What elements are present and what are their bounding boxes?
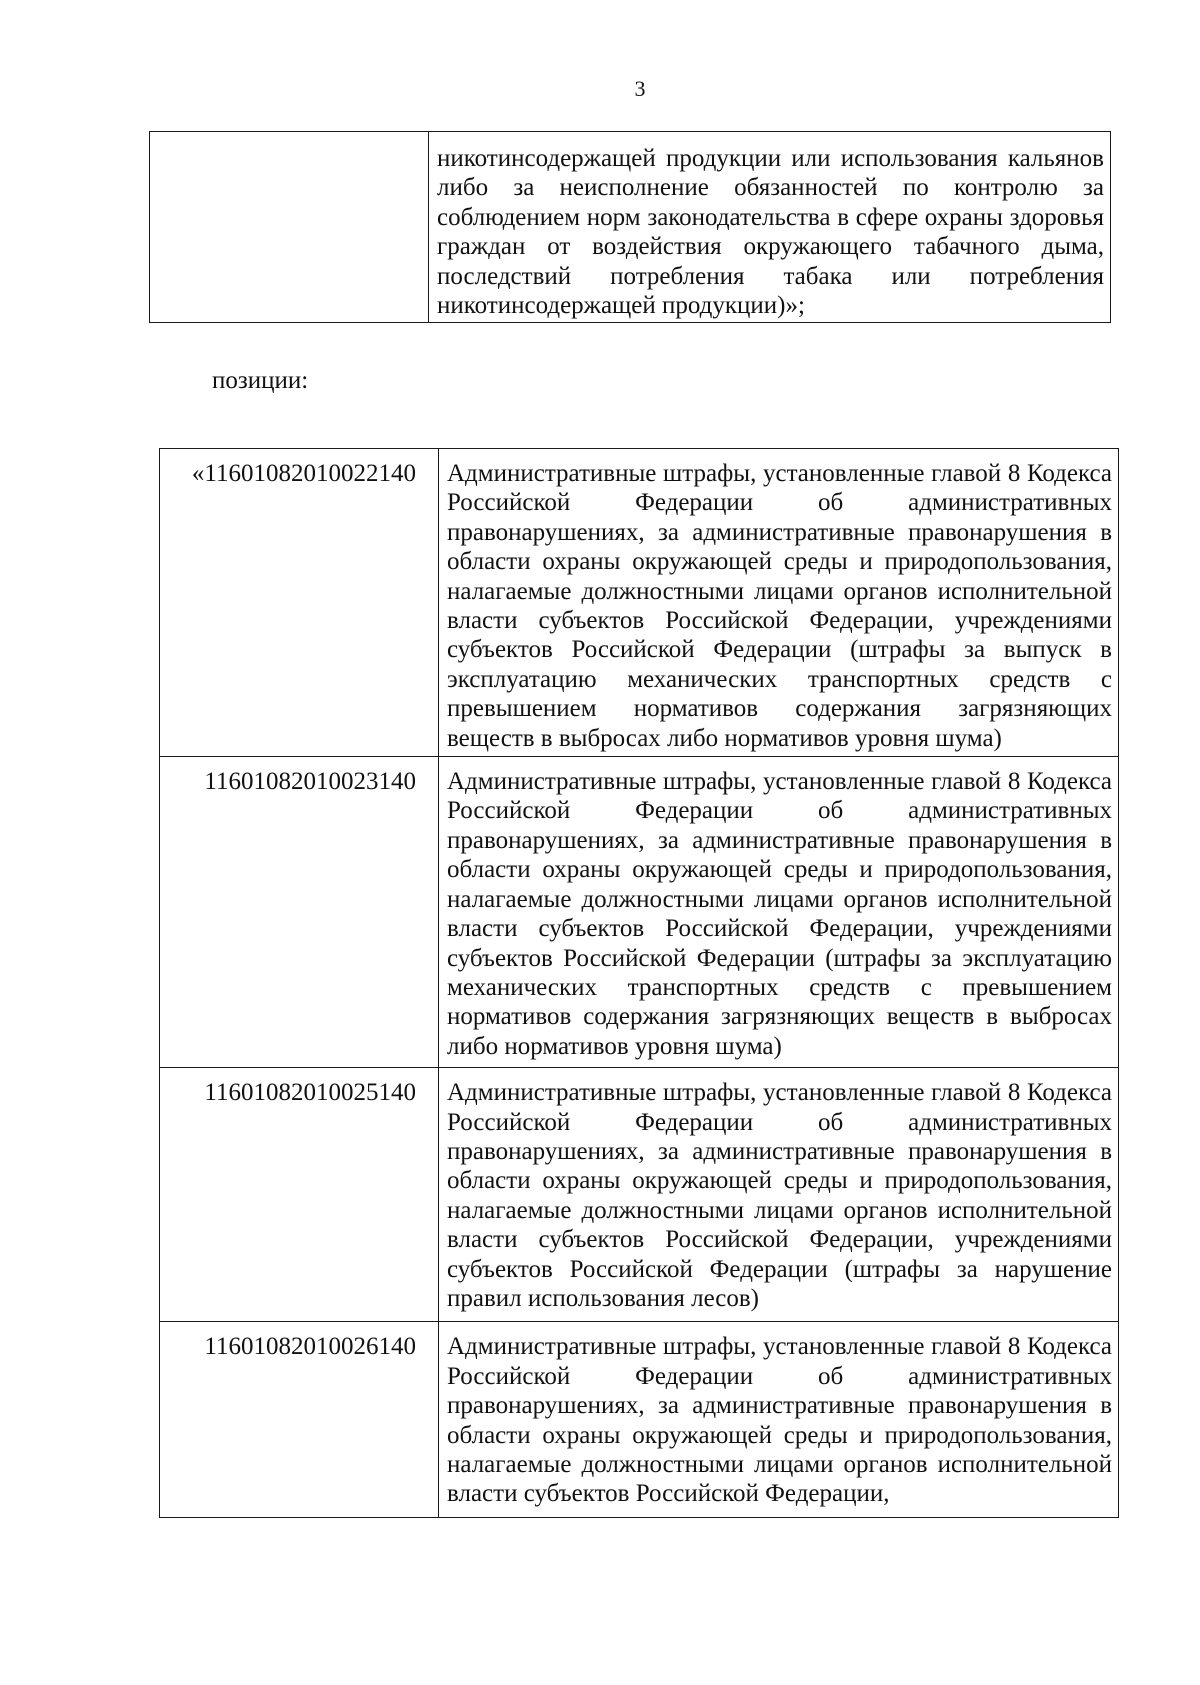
intro-text: позиции:: [212, 367, 309, 394]
description-cell: Административные штрафы, установленные главой 8 Кодекса Российской Федерации об административных правонарушениях, за административные правонарушения в области охраны окружающей среды и природопользования, налагаемые должностными лицами органов исполнительной власти субъектов Российской Федерации, учреждениями субъектов Российской Федерации (штрафы за эксплуатацию механических транспортных средств с превышением нормативов содержания загрязняющих веществ в выбросах либо нормативов уровня шума): [439, 757, 1119, 1068]
code-cell: «11601082010022140: [160, 449, 439, 757]
table-row: [160, 757, 1119, 1068]
table-row: [160, 1322, 1119, 1517]
code-cell-empty: [150, 132, 429, 323]
table-row: [160, 449, 1119, 757]
code-cell: 11601082010025140: [160, 1068, 439, 1322]
positions-table: [159, 448, 1119, 1518]
continuation-table: [149, 131, 1111, 323]
table-row: [150, 132, 1111, 323]
description-cell: Административные штрафы, установленные главой 8 Кодекса Российской Федерации об административных правонарушениях, за административные правонарушения в области охраны окружающей среды и природопользования, налагаемые должностными лицами органов исполнительной власти субъектов Российской Федерации,: [439, 1322, 1119, 1517]
page-number: 3: [634, 76, 646, 101]
description-cell: Административные штрафы, установленные главой 8 Кодекса Российской Федерации об административных правонарушениях, за административные правонарушения в области охраны окружающей среды и природопользования, налагаемые должностными лицами органов исполнительной власти субъектов Российской Федерации, учреждениями субъектов Российской Федерации (штрафы за выпуск в эксплуатацию механических транспортных средств с превышением нормативов содержания загрязняющих веществ в выбросах либо нормативов уровня шума): [439, 449, 1119, 757]
code-cell: 11601082010023140: [160, 757, 439, 1068]
code-cell: 11601082010026140: [160, 1322, 439, 1517]
table-row: [160, 1068, 1119, 1322]
description-cell: Административные штрафы, установленные главой 8 Кодекса Российской Федерации об административных правонарушениях, за административные правонарушения в области охраны окружающей среды и природопользования, налагаемые должностными лицами органов исполнительной власти субъектов Российской Федерации, учреждениями субъектов Российской Федерации (штрафы за нарушение правил использования лесов): [439, 1068, 1119, 1322]
description-cell: никотинсодержащей продукции или использования кальянов либо за неисполнение обязанностей по контролю за соблюдением норм законодательства в сфере охраны здоровья граждан от воздействия окружающего табачного дыма, последствий потребления табака или потребления никотинсодержащей продукции)»;: [429, 132, 1111, 323]
